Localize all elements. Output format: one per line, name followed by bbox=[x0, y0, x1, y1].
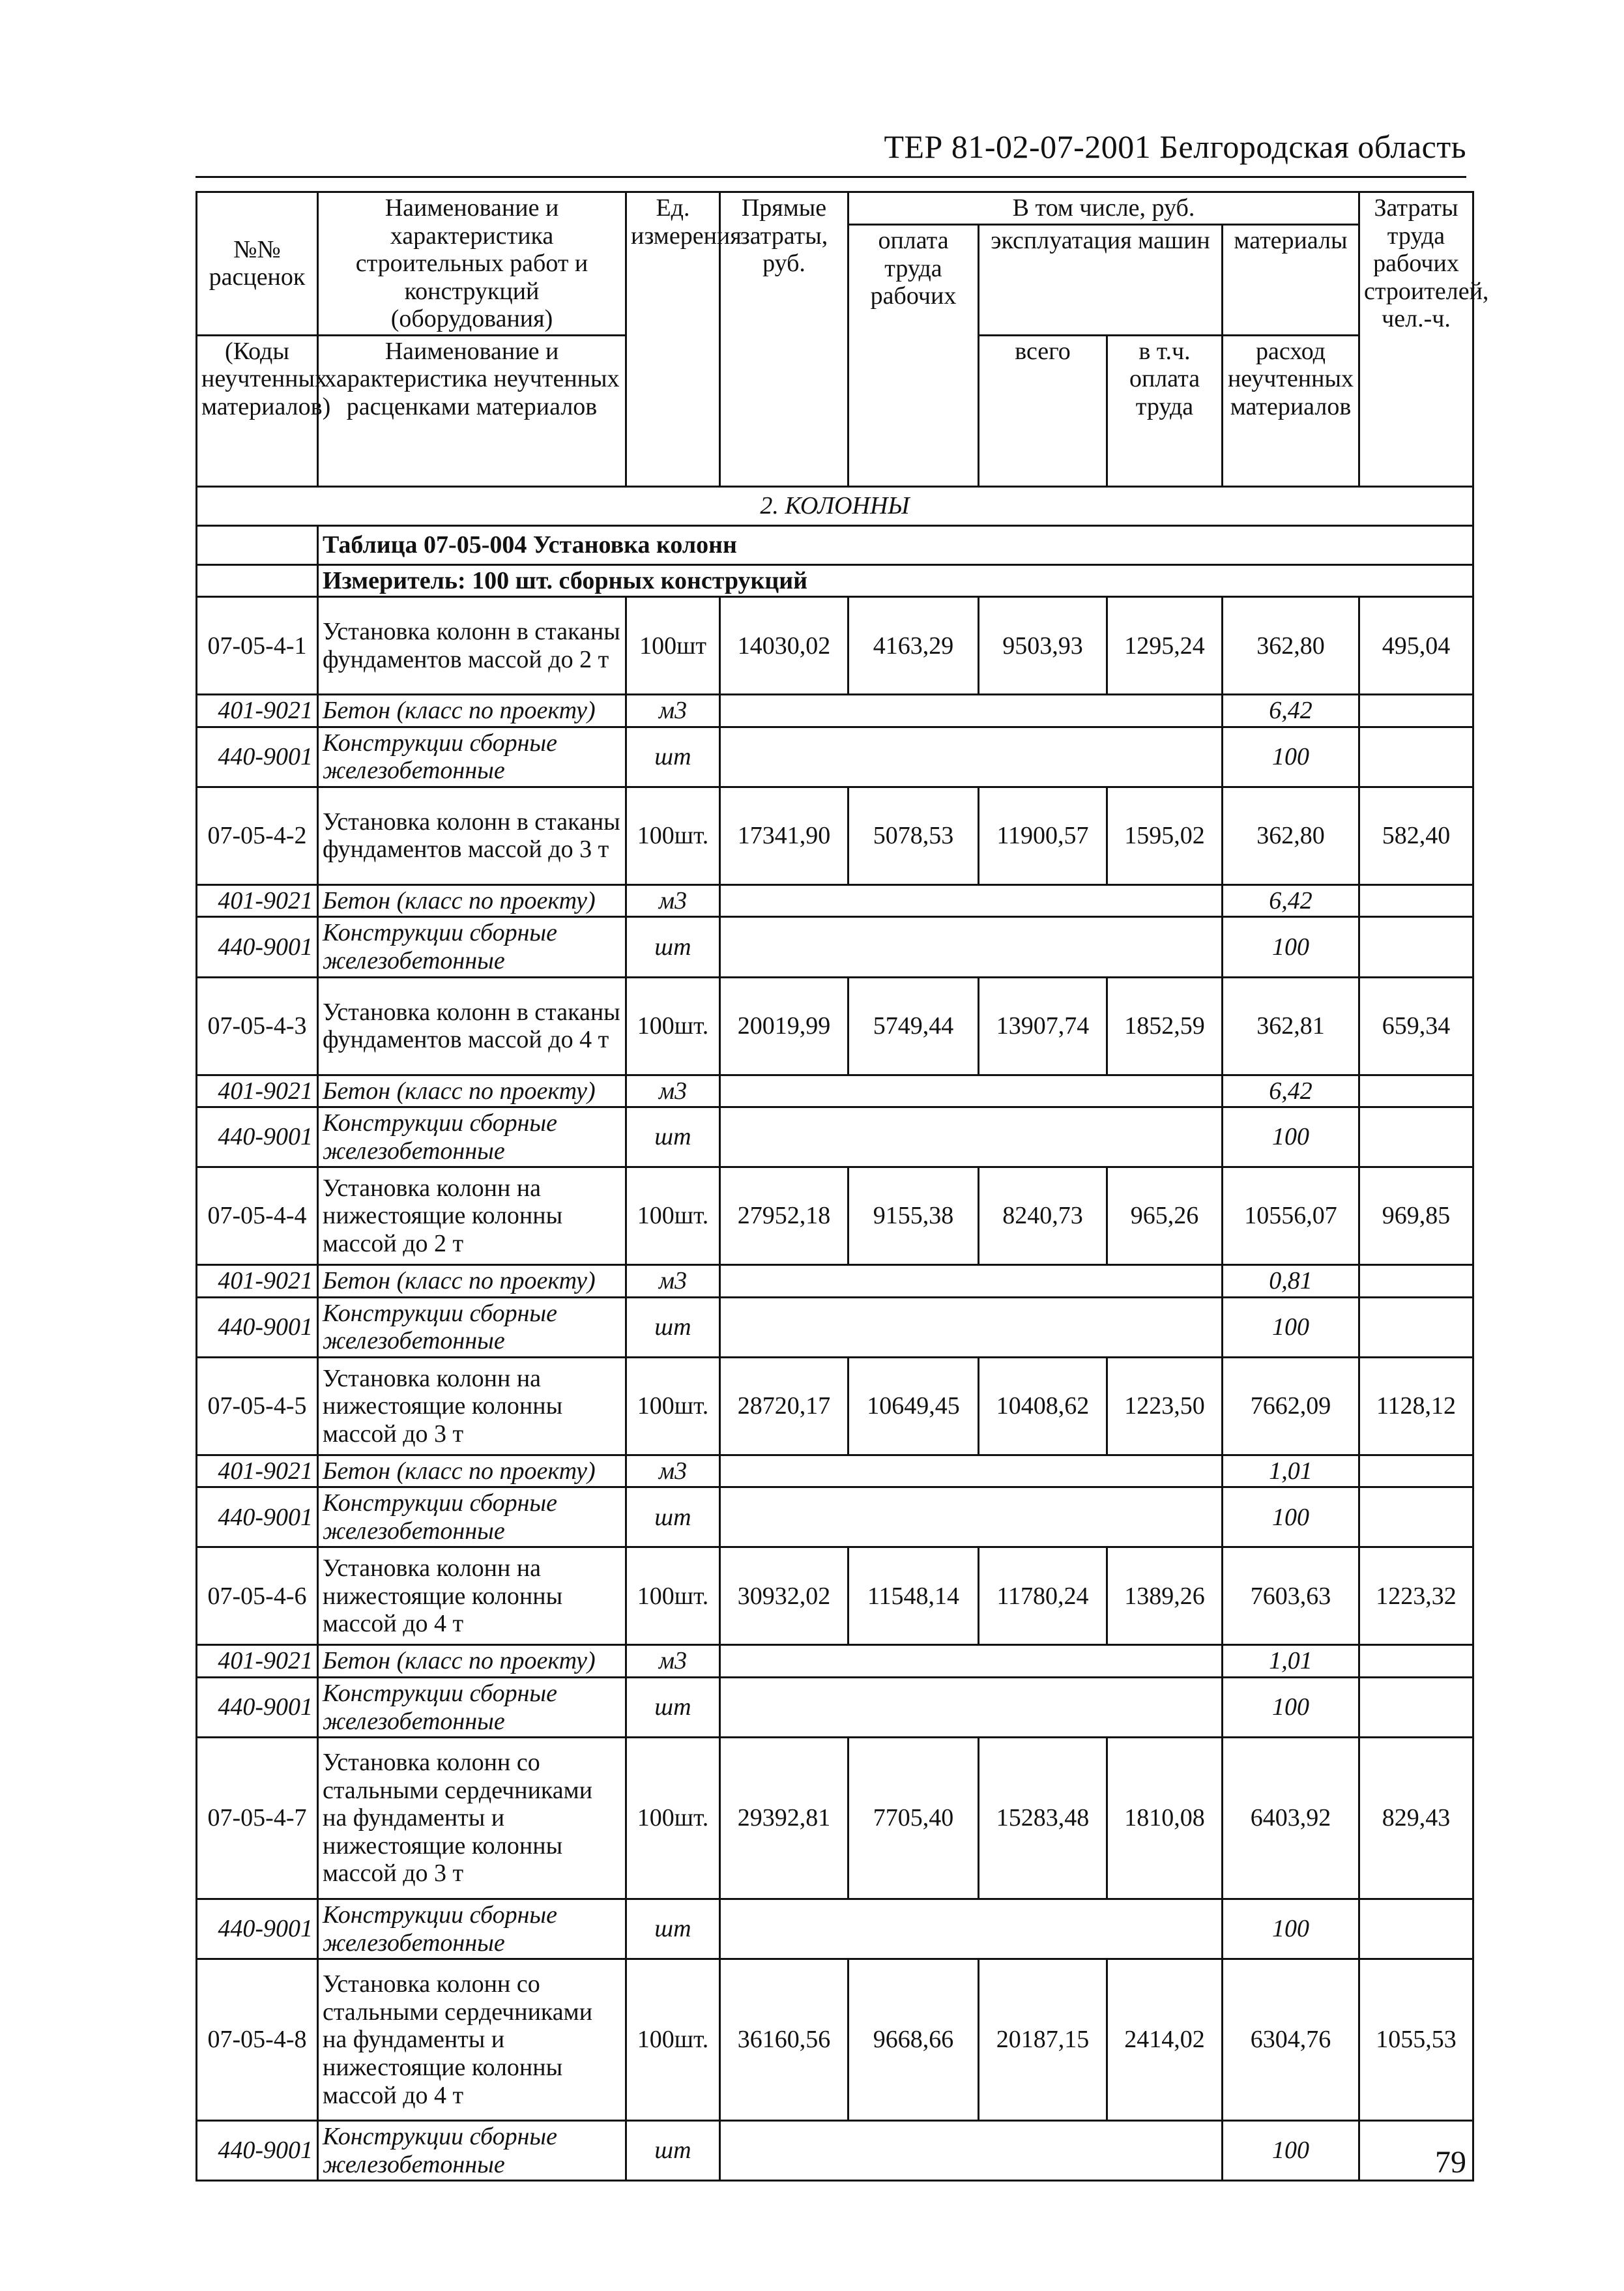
empty-cell bbox=[720, 1265, 1223, 1298]
material-name: Бетон (класс по проекту) bbox=[318, 884, 626, 917]
empty-cell bbox=[1359, 1645, 1473, 1678]
material-code: 401-9021 bbox=[197, 1265, 318, 1298]
section-row bbox=[197, 486, 1473, 525]
material-code: 440-9001 bbox=[197, 2121, 318, 2181]
machine-cost: 9503,93 bbox=[979, 597, 1107, 695]
table-row bbox=[197, 977, 1473, 1075]
labor-hours: 495,04 bbox=[1359, 597, 1473, 695]
empty-cell bbox=[720, 884, 1223, 917]
material-qty: 100 bbox=[1223, 727, 1359, 787]
col-hours-header: Затраты труда рабочих строителей, чел.-ч. bbox=[1359, 192, 1473, 487]
col-all-header: всего bbox=[979, 335, 1107, 486]
materials-cost: 10556,07 bbox=[1223, 1167, 1359, 1265]
table-row bbox=[197, 1738, 1473, 1899]
col-codes-header: (Коды неучтенных материалов) bbox=[197, 335, 318, 486]
table-row bbox=[197, 1547, 1473, 1645]
rate-code: 07-05-4-2 bbox=[197, 787, 318, 884]
rate-code: 07-05-4-1 bbox=[197, 597, 318, 695]
table-row bbox=[197, 1357, 1473, 1455]
work-name: Установка колонн в стаканы фундаментов массой до 2 т bbox=[318, 597, 626, 695]
materials-cost: 6403,92 bbox=[1223, 1738, 1359, 1899]
material-qty: 1,01 bbox=[1223, 1455, 1359, 1487]
table-body bbox=[197, 192, 1489, 2181]
materials-cost: 7603,63 bbox=[1223, 1547, 1359, 1645]
col-materials-header: материалы bbox=[1223, 225, 1359, 336]
material-unit: шт bbox=[626, 1297, 720, 1357]
empty-cell bbox=[720, 695, 1223, 727]
materials-cost: 6304,76 bbox=[1223, 1959, 1359, 2121]
materials-cost: 362,80 bbox=[1223, 787, 1359, 884]
empty-cell bbox=[1359, 1899, 1473, 1959]
empty-cell bbox=[1359, 1075, 1473, 1107]
table-title: Таблица 07-05-004 Установка колонн bbox=[318, 525, 1473, 564]
material-unit: м3 bbox=[626, 1075, 720, 1107]
material-unit: шт bbox=[626, 917, 720, 977]
rate-code: 07-05-4-4 bbox=[197, 1167, 318, 1265]
direct-cost: 29392,81 bbox=[720, 1738, 848, 1899]
machine-labor-cost: 1810,08 bbox=[1107, 1738, 1223, 1899]
direct-cost: 27952,18 bbox=[720, 1167, 848, 1265]
material-name: Конструкции сборные железобетонные bbox=[318, 1899, 626, 1959]
machine-cost: 20187,15 bbox=[979, 1959, 1107, 2121]
material-unit: шт bbox=[626, 1899, 720, 1959]
col-incl-labor-header: в т.ч. оплата труда bbox=[1107, 335, 1223, 486]
empty-cell bbox=[1359, 1455, 1473, 1487]
machine-cost: 8240,73 bbox=[979, 1167, 1107, 1265]
direct-cost: 28720,17 bbox=[720, 1357, 848, 1455]
unit-cell: 100шт. bbox=[626, 977, 720, 1075]
material-code: 401-9021 bbox=[197, 695, 318, 727]
material-row bbox=[197, 1265, 1473, 1298]
material-code: 440-9001 bbox=[197, 1899, 318, 1959]
direct-cost: 30932,02 bbox=[720, 1547, 848, 1645]
empty-cell bbox=[1359, 1678, 1473, 1738]
material-qty: 100 bbox=[1223, 1297, 1359, 1357]
table-row bbox=[197, 1167, 1473, 1265]
header-rule bbox=[196, 176, 1466, 178]
empty-cell bbox=[720, 2121, 1223, 2181]
unit-cell: 100шт. bbox=[626, 1738, 720, 1899]
labor-hours: 829,43 bbox=[1359, 1738, 1473, 1899]
table-row bbox=[197, 597, 1473, 695]
unit-cell: 100шт. bbox=[626, 1357, 720, 1455]
material-qty: 6,42 bbox=[1223, 884, 1359, 917]
labor-cost: 4163,29 bbox=[848, 597, 979, 695]
rate-code: 07-05-4-5 bbox=[197, 1357, 318, 1455]
unit-cell: 100шт. bbox=[626, 1959, 720, 2121]
machine-labor-cost: 965,26 bbox=[1107, 1167, 1223, 1265]
material-name: Конструкции сборные железобетонные bbox=[318, 1678, 626, 1738]
direct-cost: 14030,02 bbox=[720, 597, 848, 695]
price-table bbox=[196, 191, 1489, 2182]
labor-hours: 1223,32 bbox=[1359, 1547, 1473, 1645]
empty-cell bbox=[720, 1678, 1223, 1738]
machine-labor-cost: 1389,26 bbox=[1107, 1547, 1223, 1645]
machine-cost: 13907,74 bbox=[979, 977, 1107, 1075]
unit-cell: 100шт. bbox=[626, 1547, 720, 1645]
labor-cost: 5749,44 bbox=[848, 977, 979, 1075]
unit-cell: 100шт. bbox=[626, 1167, 720, 1265]
document-header: ТЕР 81-02-07-2001 Белгородская область bbox=[884, 128, 1466, 165]
material-code: 440-9001 bbox=[197, 1107, 318, 1167]
material-name: Конструкции сборные железобетонные bbox=[318, 917, 626, 977]
col-machines-header: эксплуатация машин bbox=[979, 225, 1223, 336]
empty-cell bbox=[1359, 917, 1473, 977]
machine-labor-cost: 1595,02 bbox=[1107, 787, 1223, 884]
materials-cost: 7662,09 bbox=[1223, 1357, 1359, 1455]
col-name2-header: Наименование и характеристика неучтенных расценками материалов bbox=[318, 335, 626, 486]
material-qty: 100 bbox=[1223, 1678, 1359, 1738]
material-code: 401-9021 bbox=[197, 884, 318, 917]
col-num-header: №№ расценок bbox=[197, 192, 318, 336]
material-code: 401-9021 bbox=[197, 1645, 318, 1678]
col-labor-header: оплата труда рабочих bbox=[848, 225, 979, 487]
material-row bbox=[197, 1075, 1473, 1107]
material-qty: 6,42 bbox=[1223, 695, 1359, 727]
empty-cell bbox=[720, 917, 1223, 977]
material-row bbox=[197, 917, 1473, 977]
machine-cost: 11900,57 bbox=[979, 787, 1107, 884]
unit-cell: 100шт bbox=[626, 597, 720, 695]
empty-cell bbox=[1359, 1107, 1473, 1167]
material-row bbox=[197, 1678, 1473, 1738]
materials-cost: 362,80 bbox=[1223, 597, 1359, 695]
material-row bbox=[197, 1455, 1473, 1487]
col-direct-header: Прямые затраты, руб. bbox=[720, 192, 848, 487]
material-qty: 100 bbox=[1223, 1487, 1359, 1547]
empty-cell bbox=[720, 1455, 1223, 1487]
page-number: 79 bbox=[1435, 2145, 1466, 2180]
material-name: Конструкции сборные железобетонные bbox=[318, 1107, 626, 1167]
material-qty: 100 bbox=[1223, 917, 1359, 977]
labor-hours: 969,85 bbox=[1359, 1167, 1473, 1265]
material-name: Бетон (класс по проекту) bbox=[318, 1075, 626, 1107]
empty-cell bbox=[1359, 727, 1473, 787]
labor-hours: 1128,12 bbox=[1359, 1357, 1473, 1455]
material-qty: 100 bbox=[1223, 1107, 1359, 1167]
col-name-header: Наименование и характеристика строительных работ и конструкций (оборудования) bbox=[318, 192, 626, 336]
machine-cost: 10408,62 bbox=[979, 1357, 1107, 1455]
material-code: 440-9001 bbox=[197, 1678, 318, 1738]
empty-cell bbox=[720, 1107, 1223, 1167]
machine-labor-cost: 1852,59 bbox=[1107, 977, 1223, 1075]
labor-cost: 9155,38 bbox=[848, 1167, 979, 1265]
material-name: Конструкции сборные железобетонные bbox=[318, 2121, 626, 2181]
material-qty: 100 bbox=[1223, 2121, 1359, 2181]
direct-cost: 36160,56 bbox=[720, 1959, 848, 2121]
machine-labor-cost: 1295,24 bbox=[1107, 597, 1223, 695]
material-code: 401-9021 bbox=[197, 1455, 318, 1487]
empty-cell bbox=[720, 1075, 1223, 1107]
material-row bbox=[197, 2121, 1473, 2181]
material-name: Конструкции сборные железобетонные bbox=[318, 727, 626, 787]
material-code: 440-9001 bbox=[197, 1297, 318, 1357]
machine-labor-cost: 1223,50 bbox=[1107, 1357, 1223, 1455]
material-unit: шт bbox=[626, 1487, 720, 1547]
work-name: Установка колонн со стальными сердечниками на фундаменты и нижестоящие колонны массой до 4 т bbox=[318, 1959, 626, 2121]
material-code: 440-9001 bbox=[197, 727, 318, 787]
material-qty: 0,81 bbox=[1223, 1265, 1359, 1298]
col-incl-header: В том числе, руб. bbox=[848, 192, 1359, 225]
table-title-row bbox=[197, 525, 1473, 564]
empty-cell bbox=[1359, 1265, 1473, 1298]
labor-hours: 1055,53 bbox=[1359, 1959, 1473, 2121]
labor-hours: 582,40 bbox=[1359, 787, 1473, 884]
work-name: Установка колонн со стальными сердечниками на фундаменты и нижестоящие колонны массой до 3 т bbox=[318, 1738, 626, 1899]
measure-row bbox=[197, 564, 1473, 597]
material-qty: 6,42 bbox=[1223, 1075, 1359, 1107]
labor-cost: 5078,53 bbox=[848, 787, 979, 884]
work-name: Установка колонн на нижестоящие колонны массой до 4 т bbox=[318, 1547, 626, 1645]
labor-cost: 9668,66 bbox=[848, 1959, 979, 2121]
material-unit: м3 bbox=[626, 695, 720, 727]
machine-cost: 15283,48 bbox=[979, 1738, 1107, 1899]
empty-cell bbox=[720, 1899, 1223, 1959]
material-code: 401-9021 bbox=[197, 1075, 318, 1107]
material-unit: м3 bbox=[626, 1455, 720, 1487]
material-name: Бетон (класс по проекту) bbox=[318, 1645, 626, 1678]
labor-hours: 659,34 bbox=[1359, 977, 1473, 1075]
material-row bbox=[197, 727, 1473, 787]
labor-cost: 7705,40 bbox=[848, 1738, 979, 1899]
material-code: 440-9001 bbox=[197, 917, 318, 977]
empty-cell bbox=[197, 564, 318, 597]
material-row bbox=[197, 1297, 1473, 1357]
empty-cell bbox=[1359, 1487, 1473, 1547]
material-code: 440-9001 bbox=[197, 1487, 318, 1547]
material-unit: м3 bbox=[626, 1265, 720, 1298]
material-row bbox=[197, 695, 1473, 727]
direct-cost: 20019,99 bbox=[720, 977, 848, 1075]
rate-code: 07-05-4-8 bbox=[197, 1959, 318, 2121]
rate-code: 07-05-4-7 bbox=[197, 1738, 318, 1899]
material-row bbox=[197, 1487, 1473, 1547]
material-qty: 1,01 bbox=[1223, 1645, 1359, 1678]
empty-cell bbox=[720, 1297, 1223, 1357]
material-name: Конструкции сборные железобетонные bbox=[318, 1297, 626, 1357]
material-unit: м3 bbox=[626, 884, 720, 917]
unit-cell: 100шт. bbox=[626, 787, 720, 884]
material-unit: шт bbox=[626, 1678, 720, 1738]
table-row bbox=[197, 787, 1473, 884]
work-name: Установка колонн на нижестоящие колонны массой до 3 т bbox=[318, 1357, 626, 1455]
empty-cell bbox=[1359, 695, 1473, 727]
machine-cost: 11780,24 bbox=[979, 1547, 1107, 1645]
rate-code: 07-05-4-6 bbox=[197, 1547, 318, 1645]
material-unit: шт bbox=[626, 727, 720, 787]
measure-text: Измеритель: 100 шт. сборных конструкций bbox=[318, 564, 1473, 597]
material-name: Бетон (класс по проекту) bbox=[318, 1265, 626, 1298]
empty-cell bbox=[197, 525, 318, 564]
material-row bbox=[197, 1645, 1473, 1678]
work-name: Установка колонн на нижестоящие колонны массой до 2 т bbox=[318, 1167, 626, 1265]
material-row bbox=[197, 884, 1473, 917]
section-title: 2. КОЛОННЫ bbox=[197, 486, 1473, 525]
material-unit: шт bbox=[626, 1107, 720, 1167]
material-unit: м3 bbox=[626, 1645, 720, 1678]
empty-cell bbox=[1359, 1297, 1473, 1357]
rate-code: 07-05-4-3 bbox=[197, 977, 318, 1075]
header-row bbox=[197, 192, 1473, 225]
material-unit: шт bbox=[626, 2121, 720, 2181]
material-row bbox=[197, 1899, 1473, 1959]
work-name: Установка колонн в стаканы фундаментов массой до 3 т bbox=[318, 787, 626, 884]
empty-cell bbox=[1359, 884, 1473, 917]
direct-cost: 17341,90 bbox=[720, 787, 848, 884]
material-row bbox=[197, 1107, 1473, 1167]
material-name: Бетон (класс по проекту) bbox=[318, 1455, 626, 1487]
labor-cost: 11548,14 bbox=[848, 1547, 979, 1645]
materials-cost: 362,81 bbox=[1223, 977, 1359, 1075]
empty-cell bbox=[720, 727, 1223, 787]
material-qty: 100 bbox=[1223, 1899, 1359, 1959]
empty-cell bbox=[720, 1645, 1223, 1678]
empty-cell bbox=[720, 1487, 1223, 1547]
col-unit-header: Ед. измерения bbox=[626, 192, 720, 487]
material-name: Бетон (класс по проекту) bbox=[318, 695, 626, 727]
table-row bbox=[197, 1959, 1473, 2121]
material-name: Конструкции сборные железобетонные bbox=[318, 1487, 626, 1547]
machine-labor-cost: 2414,02 bbox=[1107, 1959, 1223, 2121]
work-name: Установка колонн в стаканы фундаментов массой до 4 т bbox=[318, 977, 626, 1075]
labor-cost: 10649,45 bbox=[848, 1357, 979, 1455]
col-consumption-header: расход неучтенных материалов bbox=[1223, 335, 1359, 486]
